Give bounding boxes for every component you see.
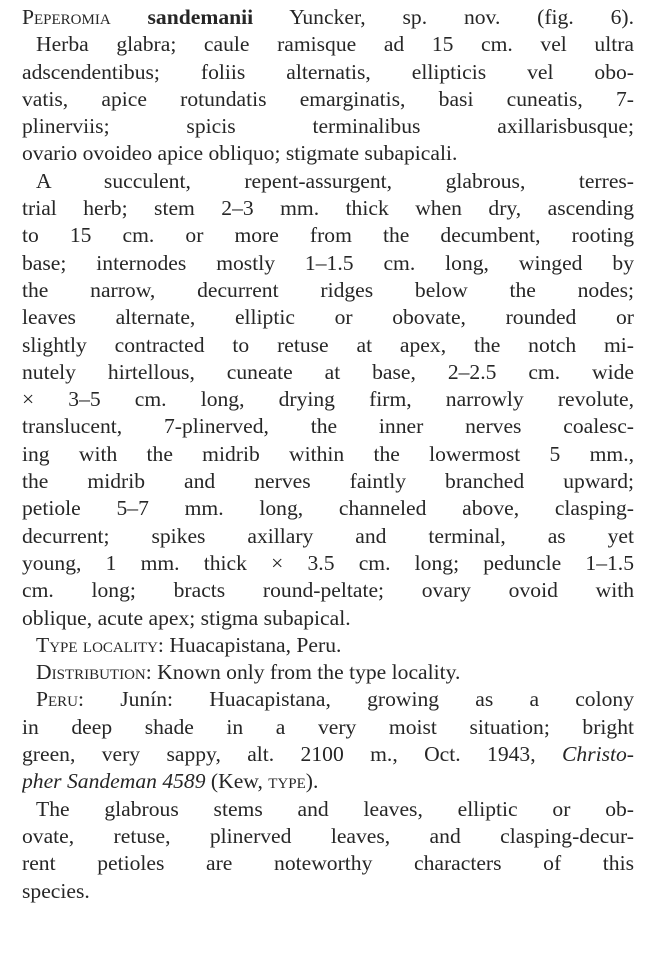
text-line: nutely hirtellous, cuneate at base, 2–2.5 cm. wide [22,359,634,384]
text-line: in deep shade in a very moist situation; bright [22,714,634,739]
text-line: the midrib and nerves faintly branched upward; [22,469,634,494]
text-line [22,632,634,659]
latin-diagnosis [22,4,634,168]
type-label: type [268,769,306,794]
text-line: ing with the midrib within the lowermost 5 mm., [22,441,634,466]
text-line: species. [22,878,90,903]
text-line: cm. long; bracts round-peltate; ovary ovoid with [22,578,634,603]
text-line: petiole 5–7 mm. long, channeled above, clasping- [22,496,634,521]
distribution-paragraph [22,659,634,686]
text-line [22,686,634,713]
title-line [22,4,634,31]
text-line: oblique, acute apex; stigma subapical. [22,605,351,630]
specimen-text: green, very sappy, alt. 2100 m., Oct. 1943, [22,742,536,767]
text-line: A succulent, repent-assurgent, glabrous, terres- [36,168,634,193]
text-line: decurrent; spikes axillary and terminal, as yet [22,523,634,548]
specimen-paragraph [22,686,634,795]
text-line: adscendentibus; foliis alternatis, ellipticis vel obo- [22,59,634,84]
herbarium-text: (Kew, [205,769,269,794]
description-paragraph [22,168,634,632]
distribution-text: : Known only from the type locality. [145,660,461,685]
country-label: Peru [36,687,79,712]
collector-name: pher Sandeman 4589 [22,769,206,794]
text-line: ovario ovoideo apice obliquo; stigmate subapicali. [22,141,458,166]
remarks-paragraph [22,796,634,905]
text-line: Herba glabra; caule ramisque ad 15 cm. vel ultra [36,32,634,57]
text-line [22,768,634,795]
type-locality-paragraph [22,632,634,659]
text-line: vatis, apice rotundatis emarginatis, basi cuneatis, 7- [22,86,634,111]
herbarium-text: ). [305,769,319,794]
text-line: The glabrous stems and leaves, elliptic or ob- [36,796,634,821]
text-line [22,741,634,768]
genus-name: Peperomia [22,5,111,29]
text-line: rent petioles are noteworthy characters of this [22,851,634,876]
text-line: the narrow, decurrent ridges below the nodes; [22,277,634,302]
type-locality-label: Type locality [36,632,158,657]
text-line: trial herb; stem 2–3 mm. thick when dry, ascending [22,196,634,221]
author-citation: Yuncker, sp. nov. (fig. 6). [289,5,634,29]
text-line [22,659,634,686]
text-line: translucent, 7-plinerved, the inner nerves coalesc- [22,414,634,439]
species-name: sandemanii [147,5,254,29]
text-line: × 3–5 cm. long, drying firm, narrowly revolute, [22,387,634,412]
collector-name: Christo- [562,742,634,767]
document-page [22,4,634,905]
distribution-label: Distribution [36,660,146,685]
specimen-text: : Junín: Huacapistana, growing as a colony [78,687,634,712]
text-line: young, 1 mm. thick × 3.5 cm. long; peduncle 1–1.5 [22,550,634,575]
text-line: base; internodes mostly 1–1.5 cm. long, winged by [22,250,634,275]
text-line: slightly contracted to retuse at apex, the notch mi- [22,332,634,357]
text-line: ovate, retuse, plinerved leaves, and clasping-decur- [22,823,634,848]
text-line: to 15 cm. or more from the decumbent, rooting [22,223,634,248]
type-locality-text: : Huacapistana, Peru. [157,632,342,657]
text-line: leaves alternate, elliptic or obovate, rounded or [22,305,634,330]
text-line: plinerviis; spicis terminalibus axillarisbusque; [22,114,634,139]
